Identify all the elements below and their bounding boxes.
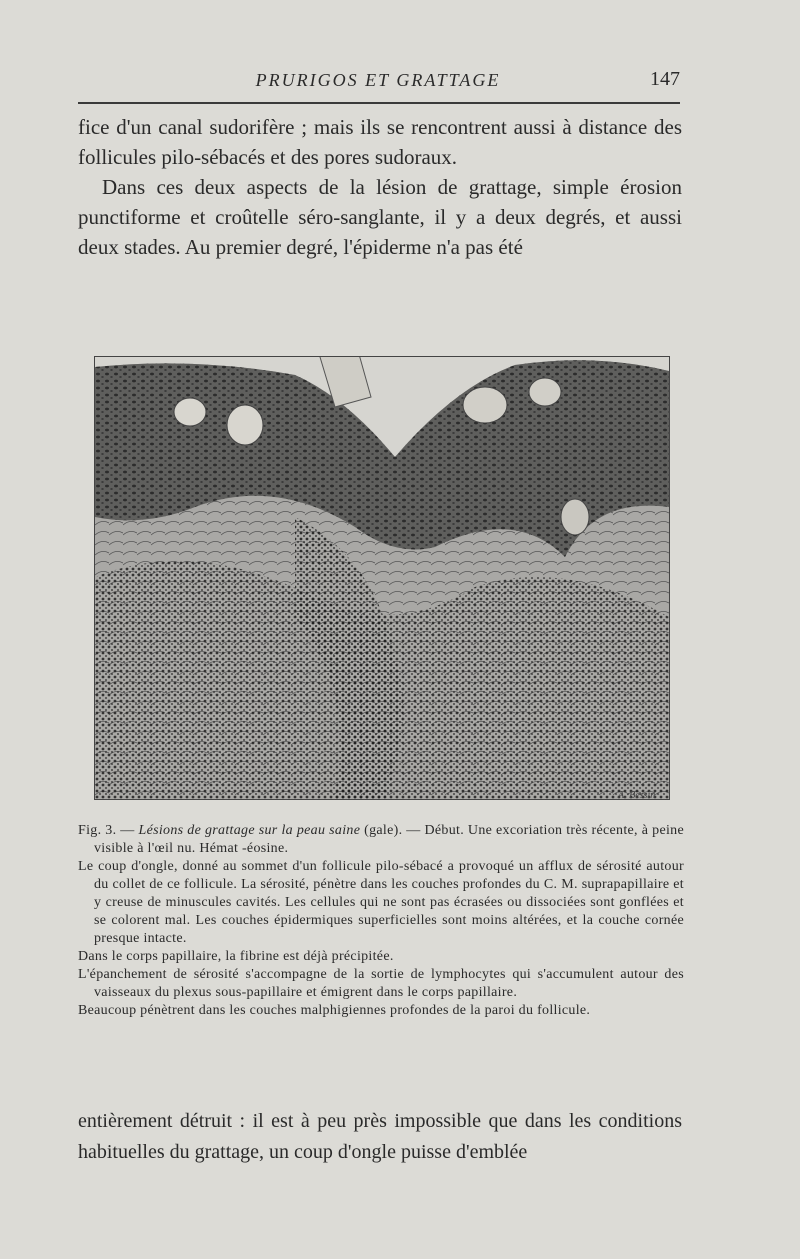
figure-caption: [78, 822, 684, 1020]
caption-paragraph-3: Dans le corps papillaire, la fibrine est déjà précipitée.: [78, 949, 394, 964]
caption-fig-label: Fig. 3. —: [78, 823, 139, 838]
paragraph-2: Dans ces deux aspects de la lésion de grattage, simple érosion punctiforme et croûtelle séro-sanglante, il y a deux degrés, et aussi deux stades. Au premier degré, l'épiderme n'a pas été: [78, 175, 682, 259]
paragraph-1: fice d'un canal sudorifère ; mais ils se rencontrent aussi à distance des follicules pilo-sébacés et des pores sudoraux.: [78, 115, 682, 169]
caption-fig-title: Lésions de grattage sur la peau saine: [138, 823, 361, 838]
running-head: [78, 66, 678, 96]
caption-paragraph-4: L'épanchement de sérosité s'accompagne de la sortie de lymphocytes qui s'accumulent autour des vaisseaux du plexus sous-papillaire et émigrent dans le corps papillaire.: [78, 967, 684, 1000]
histology-illustration: [95, 357, 669, 799]
body-text-top: [78, 112, 682, 262]
caption-paragraph-2: Le coup d'ongle, donné au sommet d'un follicule pilo-sébacé a provoqué un afflux de sérosité autour du collet de ce follicule. La sérosité, pénètre dans les couches profondes du C. M. suprapapillaire et y creuse de minuscules cavités. Les cellules qui ne sont pas écrasées ou dissociées sont gonflées et se colorent mal. Les couches épidermiques superficielles sont moins altérées, et la couche cornée presque intacte.: [78, 859, 684, 946]
paragraph-3: entièrement détruit : il est à peu près impossible que dans les conditions habituelles du grattage, un coup d'ongle puisse d'emblée: [78, 1110, 682, 1163]
body-text-bottom: [78, 1106, 682, 1168]
caption-fig-rest: (gale). — Début. Une excoriation très récente, à peine visible à l'œil nu. Hémat -éosine.: [94, 823, 684, 856]
header-rule: [78, 102, 680, 104]
page-number: 147: [650, 68, 680, 90]
histology-figure: [94, 356, 670, 800]
caption-paragraph-5: Beaucoup pénètrent dans les couches malphigiennes profondes de la paroi du follicule.: [78, 1003, 591, 1018]
artist-signature: A. Bessin: [618, 790, 656, 801]
caption-title-line: [78, 822, 684, 858]
running-title: PRURIGOS ET GRATTAGE: [255, 70, 501, 90]
